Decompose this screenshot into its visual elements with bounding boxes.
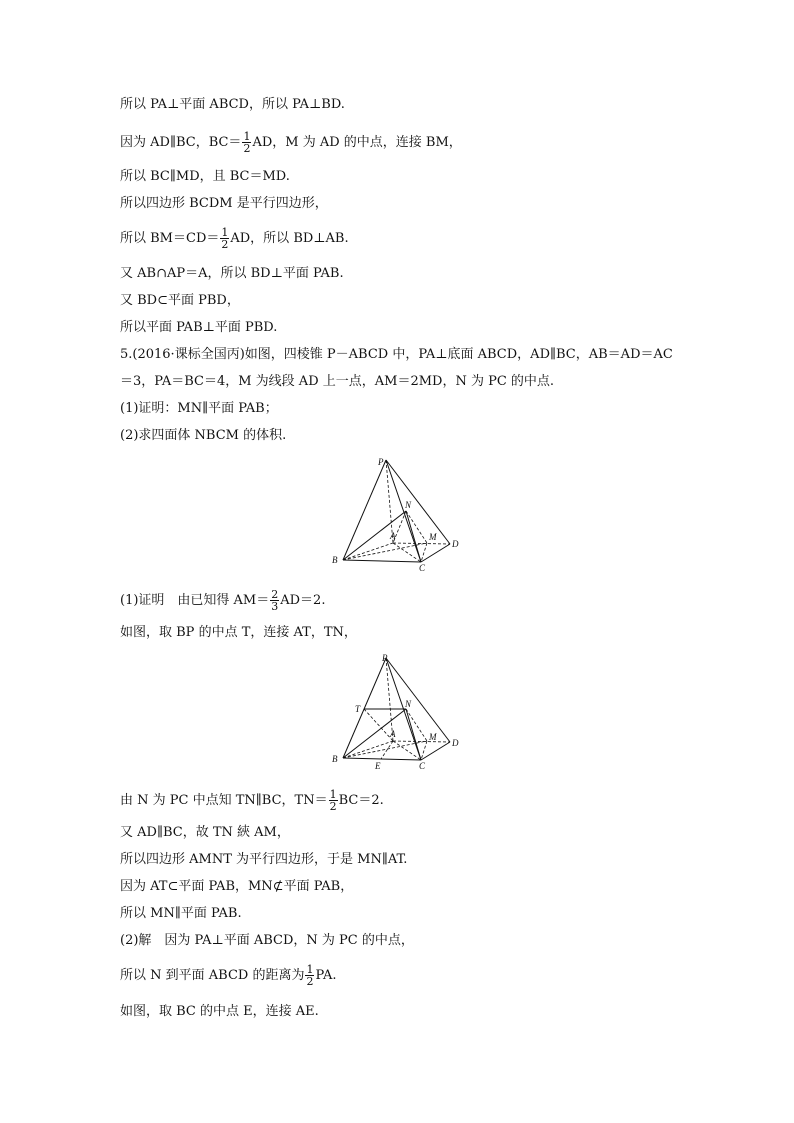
- text-line: 又 AD∥BC，故 TN 綊 AM，: [120, 825, 290, 840]
- text-line: 所以 BC∥MD，且 BC＝MD.: [120, 169, 290, 184]
- problem-line: ＝3，PA＝BC＝4，M 为线段 AD 上一点，AM＝2MD，N 为 PC 的中点.: [120, 374, 555, 389]
- label-B: B: [332, 754, 338, 764]
- problem-line: (2)求四面体 NBCM 的体积.: [120, 428, 287, 443]
- label-M: M: [429, 732, 437, 742]
- text-line: 所以四边形 AMNT 为平行四边形，于是 MN∥AT.: [120, 852, 408, 867]
- text-line: 因为 AT⊂平面 PAB，MN⊄平面 PAB，: [120, 879, 354, 894]
- text-line: (1)证明 由已知得 AM＝ $\frac{2}{3}$ AD＝2.: [120, 588, 326, 613]
- text-line: 如图，取 BC 的中点 E，连接 AE.: [120, 1004, 319, 1019]
- text-line: 如图，取 BP 的中点 T，连接 AT，TN，: [120, 625, 357, 640]
- text-line: 又 BD⊂平面 PBD，: [120, 293, 240, 308]
- fraction: $\frac{1}{2}$: [306, 963, 314, 988]
- fraction: $\frac{1}{2}$: [329, 788, 337, 813]
- problem-line: 5.(2016·课标全国丙)如图，四棱锥 P－ABCD 中，PA⊥底面 ABCD，AD∥BC，AB＝AD＝AC: [120, 347, 673, 362]
- fraction: $\frac{1}{2}$: [243, 130, 251, 155]
- label-M: M: [429, 532, 437, 542]
- label-C: C: [419, 761, 426, 771]
- pyramid-figure-1: [325, 452, 475, 572]
- text-line: 又 AB∩AP＝A，所以 BD⊥平面 PAB.: [120, 266, 344, 281]
- label-T: T: [355, 704, 361, 714]
- problem-line: (1)证明：MN∥平面 PAB；: [120, 401, 278, 416]
- label-E: E: [375, 761, 381, 771]
- text-line: 所以平面 PAB⊥平面 PBD.: [120, 320, 278, 335]
- text-line: 所以四边形 BCDM 是平行四边形，: [120, 196, 328, 211]
- fraction: $\frac{1}{2}$: [221, 226, 229, 251]
- text-line: 由 N 为 PC 中点知 TN∥BC，TN＝ $\frac{1}{2}$ BC＝2.: [120, 788, 384, 813]
- pyramid-figure-2: [325, 648, 475, 772]
- fraction: $\frac{2}{3}$: [271, 588, 279, 613]
- text-line: 所以 PA⊥平面 ABCD，所以 PA⊥BD.: [120, 97, 345, 112]
- text-line: 所以 N 到平面 ABCD 的距离为 $\frac{1}{2}$ PA.: [120, 963, 337, 988]
- label-P: P: [378, 457, 384, 467]
- text-line: (2)解 因为 PA⊥平面 ABCD，N 为 PC 的中点，: [120, 933, 414, 948]
- label-B: B: [332, 555, 338, 565]
- label-P: P: [382, 653, 388, 663]
- label-C: C: [419, 563, 426, 572]
- text-line: 所以 MN∥平面 PAB.: [120, 906, 242, 921]
- label-D: D: [452, 738, 459, 748]
- label-A: A: [390, 729, 396, 739]
- label-A: A: [390, 531, 396, 541]
- text-line: 因为 AD∥BC，BC＝ $\frac{1}{2}$ AD，M 为 AD 的中点，连接 BM，: [120, 130, 462, 155]
- text-line: 所以 BM＝CD＝ $\frac{1}{2}$ AD，所以 BD⊥AB.: [120, 226, 349, 251]
- label-D: D: [452, 539, 459, 549]
- label-N: N: [405, 500, 412, 510]
- label-N: N: [405, 699, 412, 709]
